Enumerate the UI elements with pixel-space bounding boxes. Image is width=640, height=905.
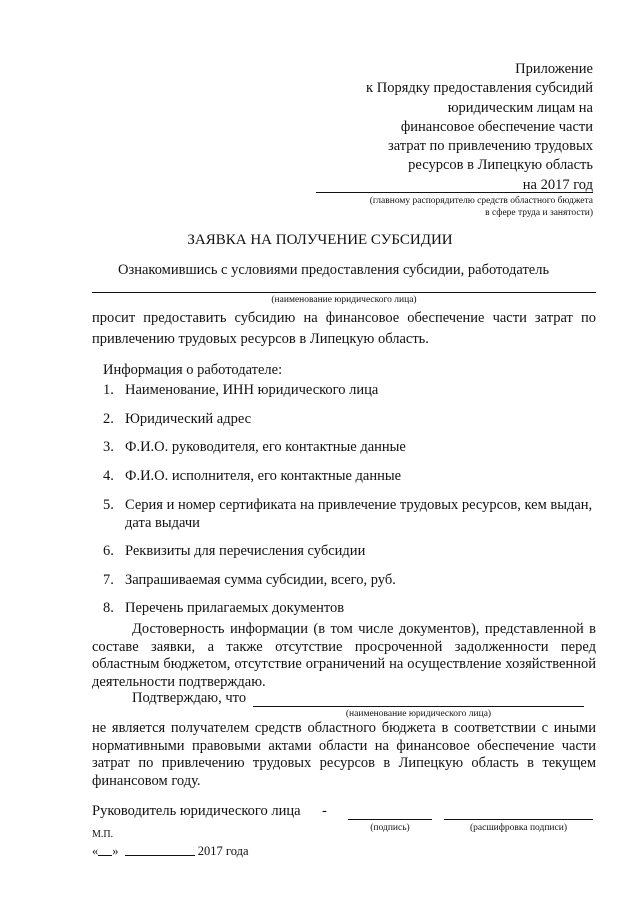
list-item [103,381,596,399]
list-item-text: Ф.И.О. руководителя, его контактные данные [125,439,406,455]
list-item-text: Перечень прилагаемых документов [125,600,345,616]
appendix-line: ресурсов в Липецкую область [408,157,593,174]
non-recipient-paragraph: не является получателем средств областного бюджета в соответствии с иными нормативными правовыми актами области на финансовое обеспечение части затрат по привлечению трудовых ресурсов в Липецкую область в текущем финансовом году. [92,720,596,789]
date-day-field[interactable] [98,855,112,856]
list-item [103,599,596,617]
list-item-text: Серия и номер сертификата на привлечение трудовых ресурсов, кем выдан, дата выдачи [125,497,593,531]
list-item-number: 2. [103,411,114,427]
recipient-caption [370,195,593,219]
list-item-number: 6. [103,543,114,559]
intro-text: Ознакомившись с условиями предоставления субсидии, работодатель [118,262,550,278]
appendix-line: к Порядку предоставления субсидий [366,80,593,97]
list-item [103,410,596,428]
list-item-text: Запрашиваемая сумма субсидии, всего, руб. [125,572,396,588]
document-title: ЗАЯВКА НА ПОЛУЧЕНИЕ СУБСИДИИ [187,232,453,248]
list-item-number: 3. [103,439,114,455]
signature-decode-caption: (расшифровка подписи) [470,823,567,833]
date-quote-close: » [112,844,119,858]
list-item-number: 5. [103,497,114,513]
list-item [103,467,596,485]
list-item-number: 8. [103,600,114,616]
signature-field-line[interactable] [348,819,432,820]
date-quote-open: « [92,844,99,858]
signature-caption: (подпись) [370,823,410,833]
recipient-caption-line: (главному распорядителю средств областного бюджета [369,196,593,206]
appendix-line: Приложение [515,61,593,77]
list-item-text: Ф.И.О. исполнителя, его контактные данные [125,468,402,484]
confirm-text: Подтверждаю, что [132,690,247,706]
confirm-name-caption: (наименование юридического лица) [345,709,492,719]
list-item [103,496,596,532]
appendix-line: затрат по привлечению трудовых [387,138,593,155]
signature-label: Руководитель юридического лица [92,803,301,819]
info-title: Информация о работодателе: [103,362,283,378]
date-month-field[interactable] [125,855,195,856]
signature-decode-field-line[interactable] [444,819,593,820]
date-line [92,844,249,859]
appendix-header [366,60,593,195]
employer-name-field-line[interactable] [92,292,596,293]
date-year-text: 2017 года [197,844,249,858]
list-item-number: 7. [103,572,114,588]
reliability-paragraph: Достоверность информации (в том числе документов), представленной в составе заявки, а также отсутствие просроченной задолженности перед областным бюджетом, отсутствие ограничений на осуществление хозяйственной деятельности подтверждаю. [92,621,596,690]
recipient-caption-line: в сфере труда и занятости) [485,208,593,218]
recipient-field-line[interactable] [316,192,593,193]
employer-name-caption: (наименование юридического лица) [271,295,417,305]
appendix-line: на 2017 год [522,176,593,193]
list-item [103,438,596,456]
request-paragraph: просит предоставить субсидию на финансовое обеспечение части затрат по привлечению трудовых ресурсов в Липецкую область. [92,310,596,347]
list-item-text: Реквизиты для перечисления субсидии [125,543,366,559]
list-item-number: 1. [103,382,114,398]
signature-dash: - [322,803,327,819]
appendix-line: юридическим лицам на [447,99,593,116]
list-item [103,571,596,589]
appendix-line: финансовое обеспечение части [400,118,593,135]
confirm-name-field-line[interactable] [253,706,584,707]
list-item-text: Юридический адрес [125,411,252,427]
list-item-text: Наименование, ИНН юридического лица [125,382,379,398]
stamp-mark: М.П. [92,829,114,840]
list-item [103,542,596,560]
list-item-number: 4. [103,468,114,484]
